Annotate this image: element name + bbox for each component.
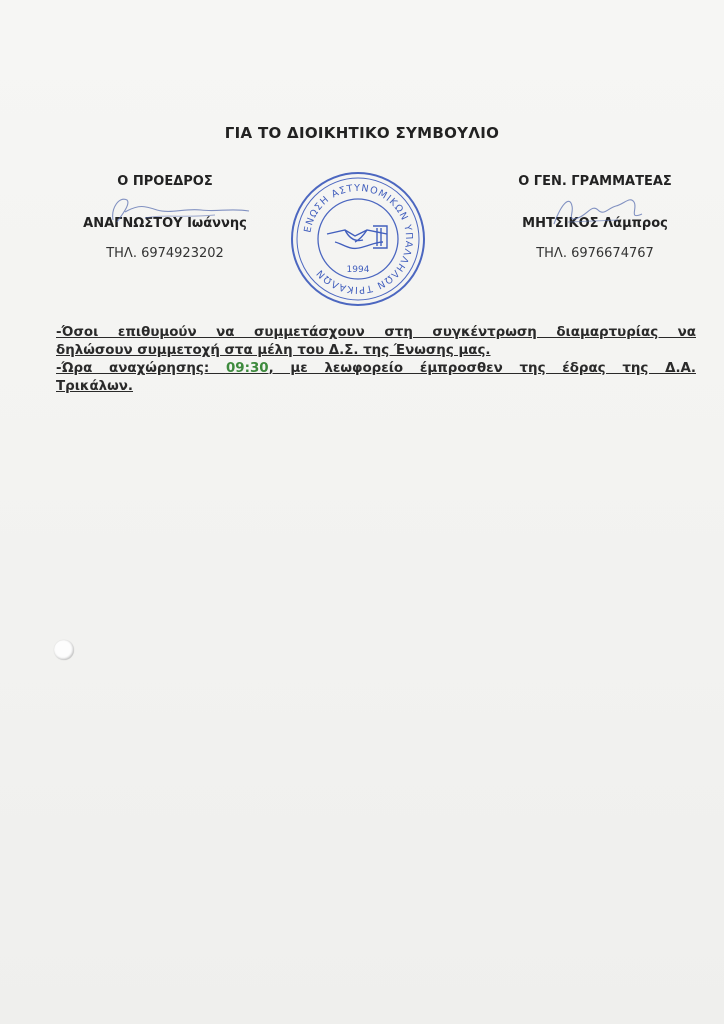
president-phone: ΤΗΛ. 6974923202 (106, 246, 224, 261)
punch-hole (54, 640, 74, 660)
president-block (60, 174, 270, 261)
secretary-name: ΜΗΤΣΙΚΟΣ Λάμπρος (522, 216, 668, 231)
departure-time: 09:30 (225, 361, 269, 376)
notice-line-2: δηλώσουν συμμετοχή στα μέλη του Δ.Σ. της Ένωσης μας. (56, 343, 491, 358)
president-name: ΑΝΑΓΝΩΣΤΟΥ Ιωάννης (83, 216, 247, 231)
board-heading: ΓΙΑ ΤΟ ΔΙΟΙΚΗΤΙΚΟ ΣΥΜΒΟΥΛΙΟ (224, 124, 500, 142)
president-role: Ο ΠΡΟΕΔΡΟΣ (117, 174, 213, 189)
notice-text (56, 324, 696, 396)
notice-line-3: -Ώρα αναχώρησης: 09:30, με λεωφορείο έμπροσθεν της έδρας της Δ.Α. (56, 361, 696, 376)
union-stamp (289, 170, 427, 308)
stamp-year: 1994 (346, 265, 370, 275)
handshake-icon (327, 226, 387, 248)
secretary-block (480, 174, 710, 261)
secretary-role: Ο ΓΕΝ. ΓΡΑΜΜΑΤΕΑΣ (518, 174, 672, 189)
secretary-phone: ΤΗΛ. 6976674767 (536, 246, 654, 261)
stamp-ring-text: ΕΝΩΣΗ ΑΣΤΥΝΟΜΙΚΩΝ ΥΠΑΛΛΗΛΩΝ ΤΡΙΚΑΛΩΝ (302, 182, 415, 296)
notice-line-1: -Όσοι επιθυμούν να συμμετάσχουν στη συγκέντρωση διαμαρτυρίας να (56, 325, 696, 340)
notice-line-4: Τρικάλων. (56, 379, 133, 394)
